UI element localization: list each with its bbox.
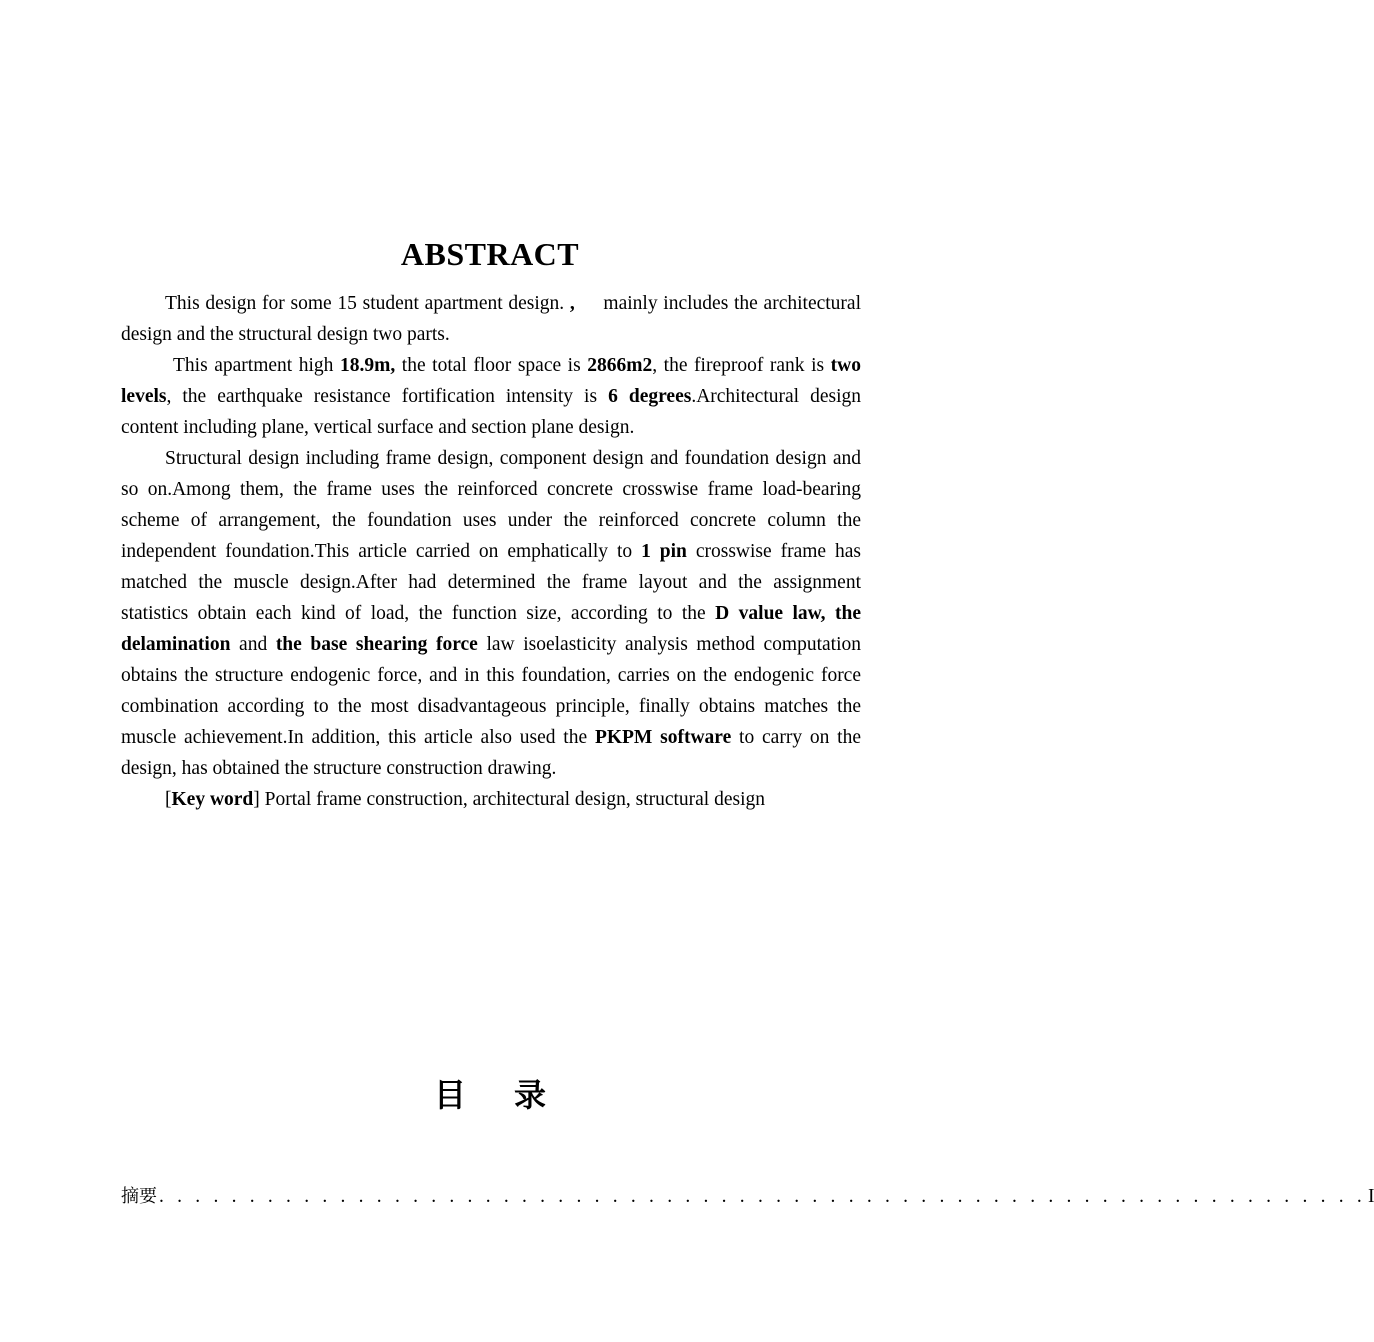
keywords-text: Portal frame construction, architectural design, structural design <box>264 789 765 810</box>
paragraph-text: crosswise frame has matched the muscle design.After had determined the frame layout and the assignment statistics obtain each kind of load, the function size, according to the <box>121 541 861 624</box>
bold-text: 1 pin <box>641 541 687 562</box>
toc-entry-label[interactable]: 摘要 <box>121 1186 157 1207</box>
toc-title-char: 录 <box>514 1076 547 1114</box>
paragraph-text: to carry on the design, has obtained the structure construction drawing. <box>121 727 861 779</box>
paragraph-text: .Architectural design content including plane, vertical surface and section plane design. <box>121 386 862 438</box>
paragraph-text: , the earthquake resistance fortification intensity is <box>166 386 609 407</box>
paragraph-text: law isoelasticity analysis method computation obtains the structure endogenic force, and in this foundation, carries on the endogenic force combination according to the most disadvantageous principle, finally obtains matches the muscle achievement.In addition, this article also used the <box>121 634 861 748</box>
toc-entry[interactable] <box>121 1184 1374 1210</box>
abstract-body <box>121 288 866 815</box>
bold-text: 2866m2 <box>587 355 653 376</box>
paragraph-text: the total floor space is <box>395 355 588 376</box>
bold-text: , <box>564 293 575 314</box>
bold-text: two levels <box>121 355 861 407</box>
toc-title-char: 目 <box>433 1076 466 1114</box>
paragraph-text: , the fireproof rank is <box>652 355 831 376</box>
abstract-title: ABSTRACT <box>400 236 580 272</box>
paragraph-text: and <box>230 634 276 655</box>
keywords-bracket-open: [ <box>165 789 172 810</box>
paragraph-text: This design for some 15 student apartment design. <box>165 293 565 314</box>
abstract-paragraph-1 <box>121 288 866 350</box>
paragraph-text: Structural design including frame design, component design and foundation design and so on.Among them, the frame uses the reinforced concrete crosswise frame load-bearing scheme of arrangement, the foundation uses under the reinforced concrete column the independent foundation.This article carried on emphatically to <box>121 448 861 562</box>
toc-entry-page-number[interactable]: I <box>1367 1186 1374 1207</box>
abstract-paragraph-3 <box>121 443 861 784</box>
toc-entry-leader: . . . . . . . . . . . . . . . . . . . . . . . . . . . . . . . . . . . . . . . . . . . . . . . . . . . . . . . . . . . . . . . . . . . <box>159 1186 1366 1207</box>
paragraph-text: mainly includes the architectural design and the structural design two parts. <box>121 293 866 345</box>
bold-text: 18.9m, <box>339 355 396 376</box>
toc-title <box>0 1070 980 1116</box>
bold-text: PKPM software <box>594 727 732 748</box>
paragraph-text: This apartment high <box>173 355 340 376</box>
bold-text: D value law, the delamination <box>121 603 861 655</box>
keywords-line <box>121 784 861 815</box>
keywords-label: Key word <box>171 789 254 810</box>
keywords-bracket-close: ] <box>253 789 265 810</box>
bold-text: 6 degrees <box>608 386 692 407</box>
abstract-paragraph-2 <box>121 350 861 443</box>
bold-text: the base shearing force <box>275 634 478 655</box>
